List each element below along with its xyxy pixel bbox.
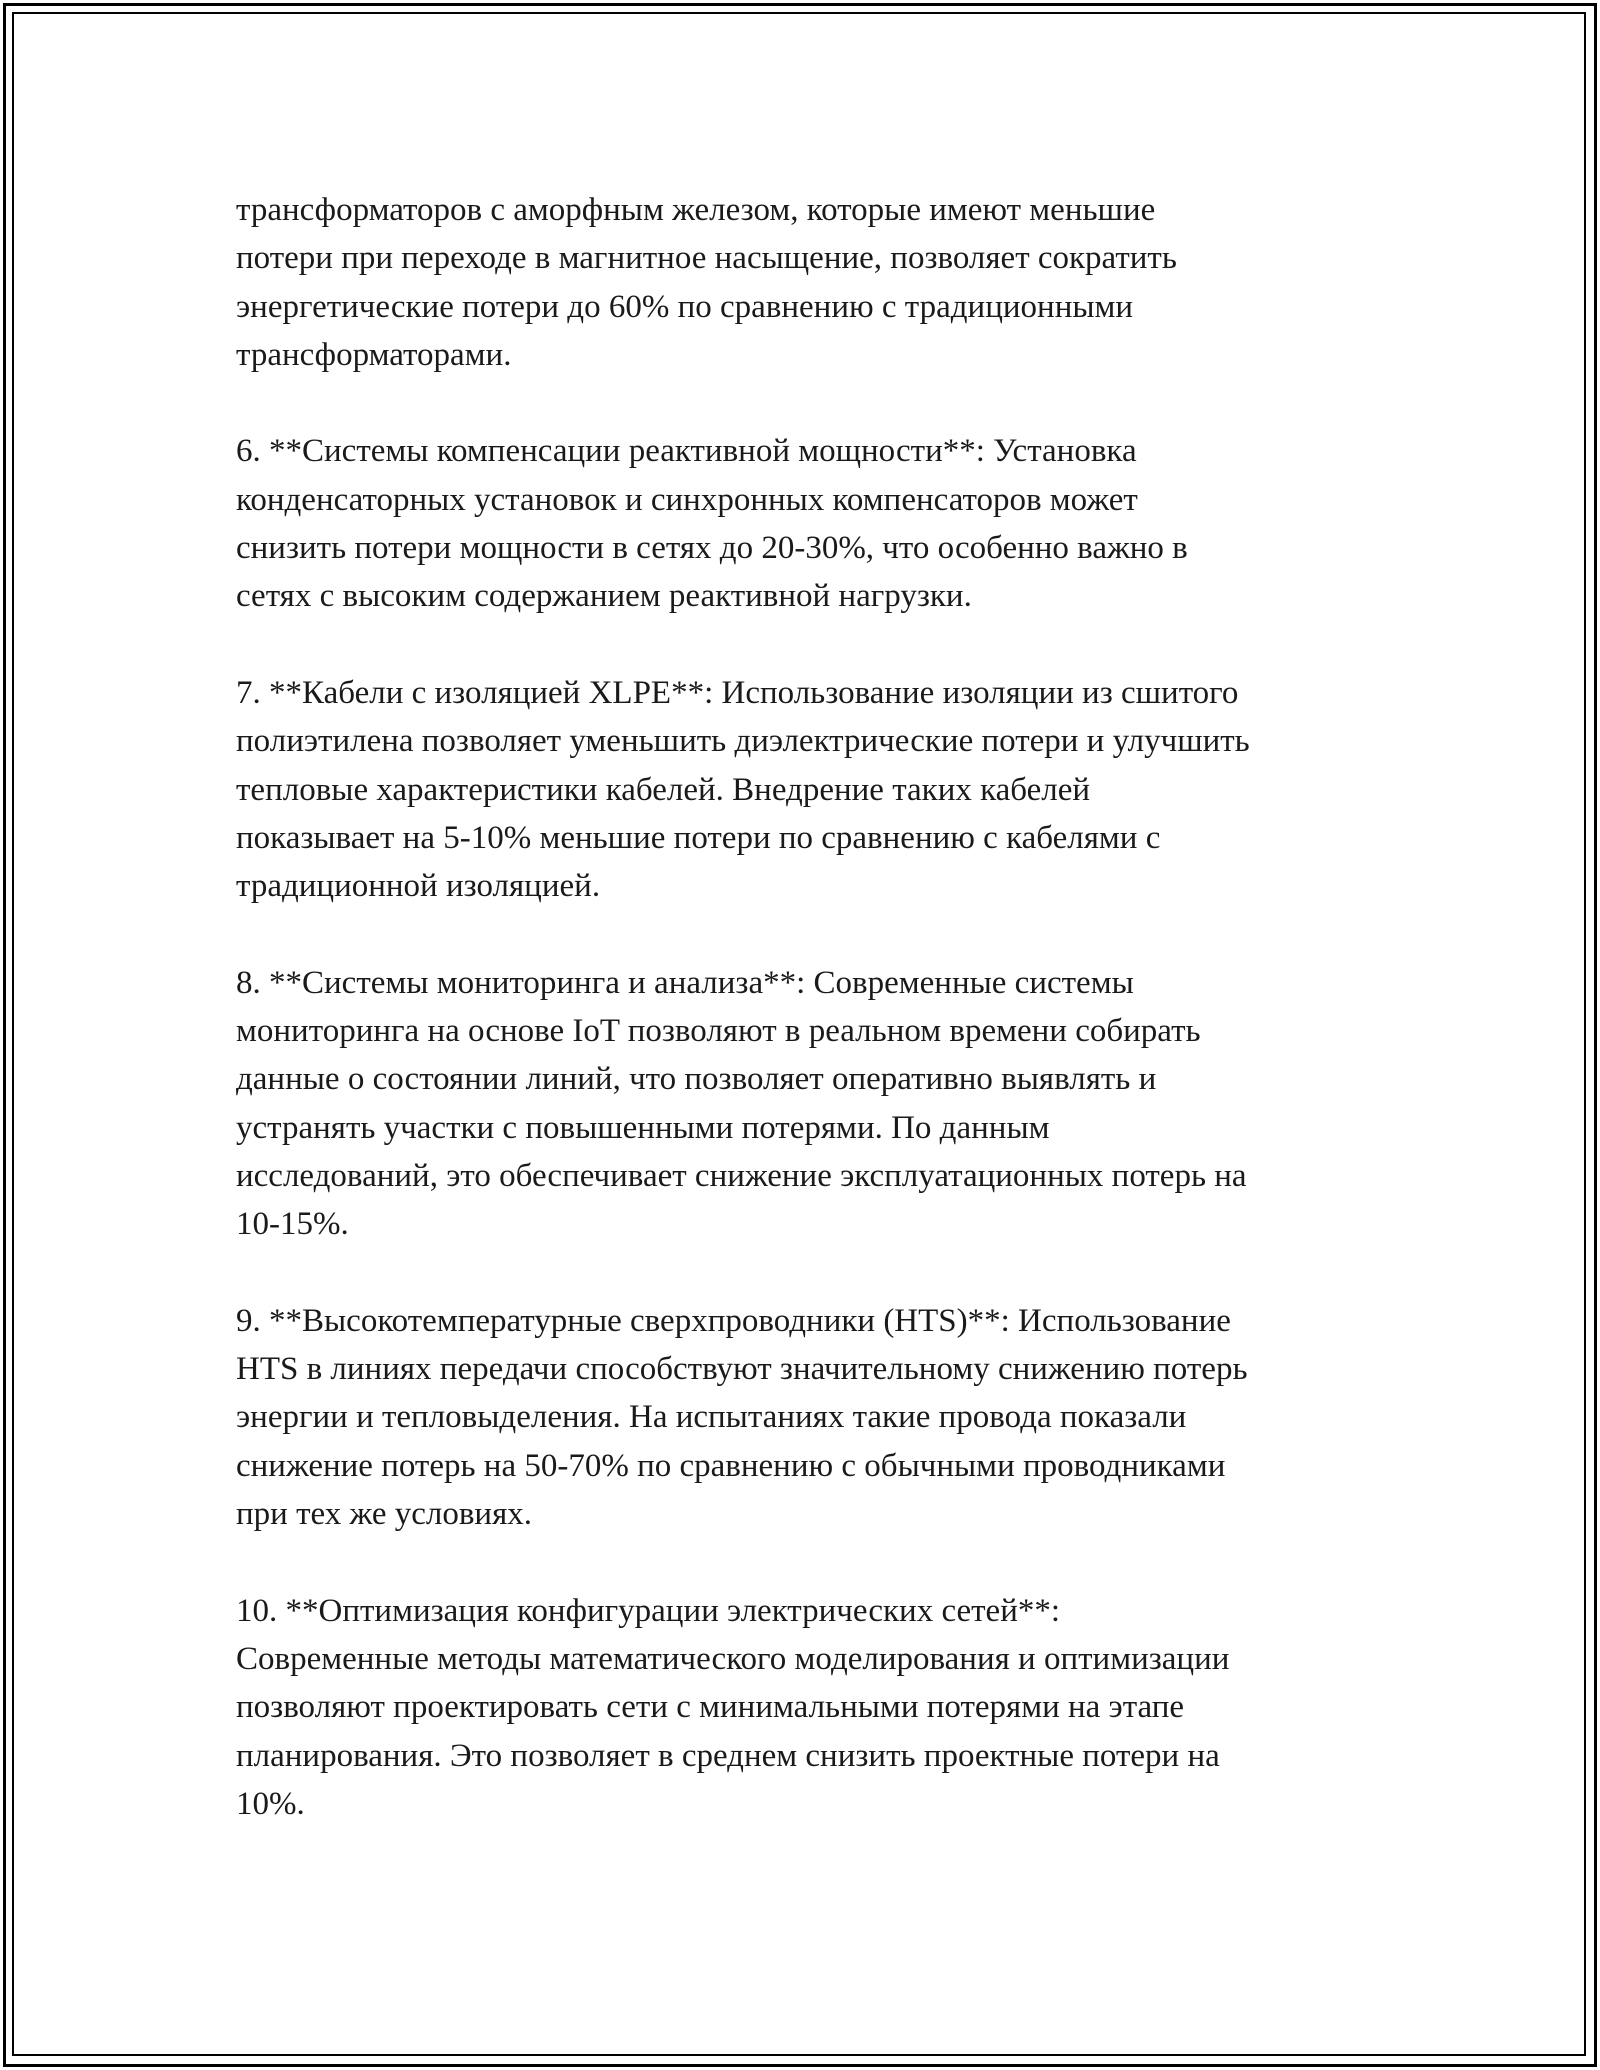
- paragraph-continuation: трансформаторов с аморфным железом, которые имеют меньшие потери при переходе в магнитное насыщение, позволяет сократить энергетические потери до 60% по сравнению с традиционными трансформаторами.: [236, 192, 1177, 373]
- paragraph-item-6: 6. **Системы компенсации реактивной мощности**: Установка конденсаторных установок и синхронных компенсаторов может снизить потери мощности в сетях до 20-30%, что особенно важно в сетях с высоким содержанием реактивной нагрузки.: [236, 433, 1188, 615]
- document-body: [236, 186, 1386, 1828]
- paragraph-item-10: 10. **Оптимизация конфигурации электрических сетей**: Современные методы математического моделирования и оптимизации позволяют проектировать сети с минимальными потерями на этапе планирования. Это позволяет в среднем снизить проектные потери на 10%.: [236, 1592, 1230, 1822]
- paragraph-item-7: 7. **Кабели с изоляцией XLPE**: Использование изоляции из сшитого полиэтилена позволяет уменьшить диэлектрические потери и улучшить тепловые характеристики кабелей. Внедрение таких кабелей показывает на 5-10% меньшие потери по сравнению с кабелями с традиционной изоляцией.: [236, 674, 1250, 905]
- paragraph-item-8: 8. **Системы мониторинга и анализа**: Современные системы мониторинга на основе IoT позволяют в реальном времени собирать данные о состоянии линий, что позволяет оперативно выявлять и устранять участки с повышенными потерями. По данным исследований, это обеспечивает снижение эксплуатационных потерь на 10-15%.: [236, 964, 1247, 1243]
- paragraph-item-9: 9. **Высокотемпературные сверхпроводники (HTS)**: Использование HTS в линиях передачи способствуют значительному снижению потерь энергии и тепловыделения. На испытаниях такие провода показали снижение потерь на 50-70% по сравнению с обычными проводниками при тех же условиях.: [236, 1302, 1248, 1533]
